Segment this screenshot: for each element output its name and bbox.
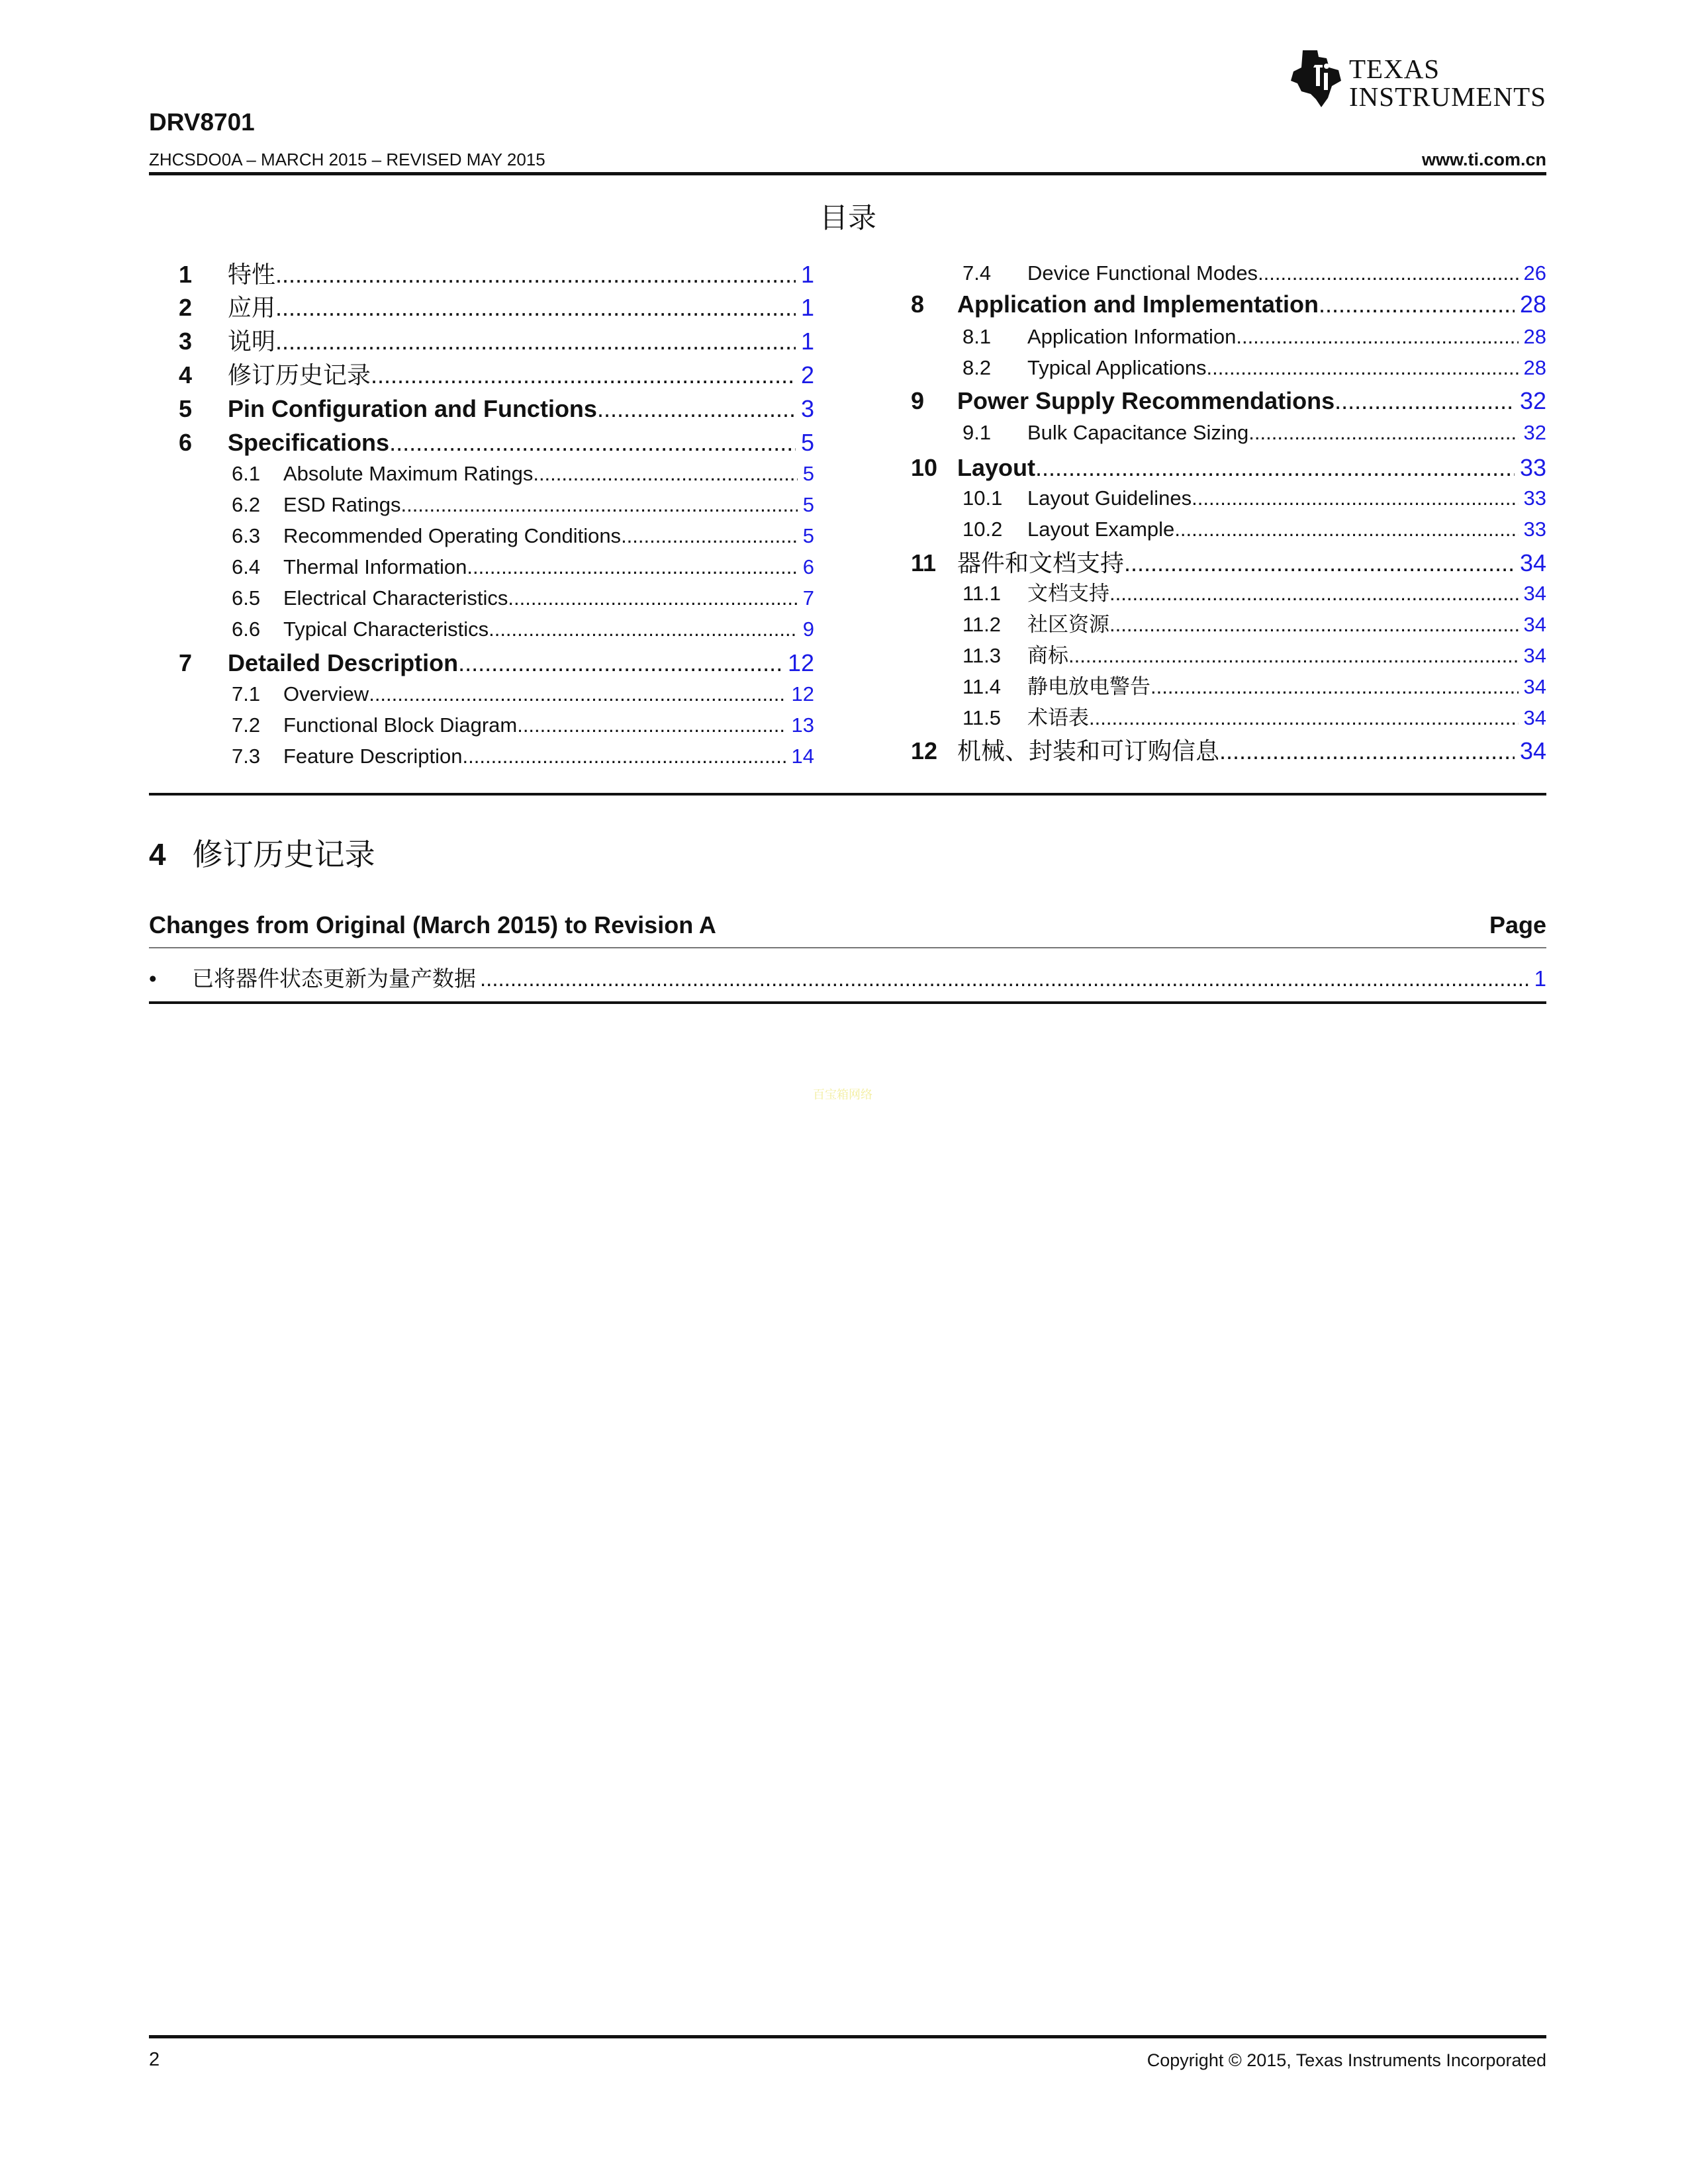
toc-entry[interactable] — [962, 357, 1546, 378]
toc-page-link[interactable]: 34 — [1523, 582, 1546, 605]
leader-dots — [371, 363, 796, 387]
leader-dots — [1035, 456, 1515, 480]
footer-page-number: 2 — [149, 2049, 160, 2070]
leader-dots — [389, 431, 796, 455]
toc-page-link[interactable]: 28 — [1523, 325, 1546, 348]
leader-dots — [533, 463, 797, 484]
toc-entry[interactable] — [232, 525, 814, 546]
toc-entry[interactable] — [962, 422, 1546, 443]
section-heading — [149, 839, 375, 870]
toc-entry[interactable] — [179, 431, 814, 455]
toc-entry-number: 9.1 — [962, 421, 992, 444]
footer-copyright: Copyright © 2015, Texas Instruments Incorporated — [1147, 2050, 1546, 2070]
toc-entry-number: 2 — [179, 294, 193, 321]
toc-entry[interactable] — [962, 614, 1546, 635]
toc-entry-number: 3 — [179, 328, 193, 355]
toc-page-link[interactable]: 32 — [1523, 421, 1546, 444]
leader-dots — [1192, 488, 1518, 508]
leader-dots — [275, 263, 796, 287]
toc-page-link[interactable]: 34 — [1523, 675, 1546, 698]
toc-entry-number: 11 — [911, 549, 937, 576]
leader-dots — [1319, 293, 1515, 316]
toc-entry-label: Layout Example — [1027, 518, 1175, 541]
toc-entry-label: Specifications — [228, 429, 390, 456]
toc-page-link[interactable]: 1 — [800, 294, 814, 321]
toc-entry[interactable] — [232, 494, 814, 515]
toc-entry-label: 说明 — [228, 328, 276, 355]
toc-entry-label: 器件和文档支持 — [957, 550, 1125, 577]
toc-page-link[interactable]: 33 — [1523, 486, 1546, 510]
toc-entry[interactable] — [962, 326, 1546, 347]
leader-dots — [463, 746, 786, 766]
toc-entry-label: Application Information — [1027, 325, 1237, 348]
toc-entry[interactable] — [962, 488, 1546, 508]
toc-entry-number: 7.3 — [232, 745, 261, 768]
toc-entry-label: ESD Ratings — [283, 493, 401, 516]
toc-entry[interactable] — [232, 684, 814, 704]
toc-entry[interactable] — [232, 588, 814, 608]
toc-page-link[interactable]: 33 — [1519, 454, 1546, 481]
logo-line-2: INSTRUMENTS — [1349, 81, 1547, 112]
toc-bottom-rule — [149, 793, 1546, 796]
leader-dots — [1124, 551, 1515, 575]
toc-entry-number: 6.2 — [232, 493, 261, 516]
changes-heading: Changes from Original (March 2015) to Revision A — [149, 911, 716, 938]
toc-entry-label: Functional Block Diagram — [283, 713, 518, 737]
toc-entry-label: 特性 — [228, 261, 276, 289]
changes-header-rule — [149, 947, 1546, 948]
toc-entry-number: 11.5 — [962, 706, 1002, 729]
leader-dots — [476, 968, 1529, 989]
footer-rule — [149, 2035, 1546, 2038]
toc-entry[interactable] — [962, 583, 1546, 604]
toc-entry-label: Power Supply Recommendations — [957, 387, 1335, 414]
toc-entry-label: Recommended Operating Conditions — [283, 524, 622, 547]
header-rule — [149, 172, 1546, 175]
toc-entry-number: 12 — [911, 737, 938, 764]
toc-entry-label: Device Functional Modes — [1027, 261, 1258, 285]
leader-dots — [597, 397, 796, 421]
toc-entry-number: 6 — [179, 429, 193, 456]
toc-page-link[interactable]: 9 — [802, 617, 814, 641]
toc-entry-number: 8.1 — [962, 325, 992, 348]
toc-entry-label: Electrical Characteristics — [283, 586, 508, 610]
toc-page-link[interactable]: 2 — [800, 361, 814, 388]
leader-dots — [1068, 645, 1519, 666]
toc-entry-number: 9 — [911, 387, 925, 414]
toc-entry-label: Absolute Maximum Ratings — [283, 462, 534, 485]
leader-dots — [1089, 707, 1519, 728]
toc-entry[interactable] — [232, 746, 814, 766]
toc-entry-label: 商标 — [1027, 644, 1068, 668]
leader-dots — [275, 296, 796, 320]
toc-entry-label: Layout Guidelines — [1027, 486, 1192, 510]
leader-dots — [1207, 357, 1519, 378]
toc-page-link[interactable]: 5 — [800, 429, 814, 456]
toc-page-link[interactable]: 6 — [802, 555, 814, 578]
changes-page-header: Page — [1489, 911, 1546, 938]
toc-page-link[interactable]: 12 — [787, 649, 814, 676]
toc-entry-number: 8 — [911, 291, 925, 318]
toc-entry[interactable] — [911, 456, 1546, 480]
leader-dots — [1109, 614, 1519, 635]
toc-page-link[interactable]: 5 — [802, 524, 814, 547]
toc-entry-label: Typical Characteristics — [283, 617, 489, 641]
toc-entry-label: 静电放电警告 — [1027, 675, 1150, 699]
changes-bottom-rule — [149, 1001, 1546, 1004]
toc-entry-number: 10.2 — [962, 518, 1003, 541]
toc-page-link[interactable]: 28 — [1523, 356, 1546, 379]
toc-entry-number: 4 — [179, 361, 193, 388]
toc-entry[interactable] — [962, 519, 1546, 539]
leader-dots — [1150, 676, 1519, 697]
bullet: • — [149, 966, 157, 991]
watermark: 百宝箱网络 — [813, 1088, 872, 1101]
ti-logo-icon — [1288, 48, 1344, 109]
toc-entry[interactable] — [962, 263, 1546, 283]
toc-page-link[interactable]: 34 — [1523, 644, 1546, 667]
ti-logo — [1288, 48, 1546, 114]
toc-entry-number: 11.4 — [962, 675, 1002, 698]
toc-entry-label: 机械、封装和可订购信息 — [957, 738, 1220, 765]
toc-entry-label: 修订历史记录 — [228, 362, 371, 389]
toc-entry[interactable] — [179, 363, 814, 388]
toc-entry-label: 文档支持 — [1027, 582, 1109, 606]
leader-dots — [458, 651, 782, 675]
toc-page-link[interactable]: 34 — [1523, 613, 1546, 636]
leader-dots — [489, 619, 798, 639]
leader-dots — [1109, 583, 1519, 604]
toc-page-link[interactable]: 32 — [1519, 387, 1546, 414]
toc-title: 目录 — [820, 202, 876, 235]
change-page-link[interactable]: 1 — [1534, 966, 1546, 991]
toc-entry-number: 1 — [179, 261, 193, 288]
leader-dots — [621, 525, 798, 546]
toc-entry-number: 7.2 — [232, 713, 261, 737]
toc-entry-label: Application and Implementation — [957, 291, 1319, 318]
document-number: ZHCSDO0A – MARCH 2015 – REVISED MAY 2015 — [149, 150, 545, 169]
toc-entry[interactable] — [232, 619, 814, 639]
toc-page-link[interactable]: 34 — [1519, 549, 1546, 576]
leader-dots — [275, 330, 796, 353]
toc-entry-label: 社区资源 — [1027, 613, 1109, 637]
toc-entry-number: 11.3 — [962, 644, 1002, 667]
toc-entry-number: 7.4 — [962, 261, 992, 285]
toc-entry-label: Typical Applications — [1027, 356, 1207, 379]
toc-entry[interactable] — [962, 645, 1546, 666]
leader-dots — [1174, 519, 1518, 539]
toc-entry-label: Overview — [283, 682, 369, 705]
toc-entry-label: 应用 — [228, 295, 276, 322]
toc-page-link[interactable]: 13 — [791, 713, 814, 737]
toc-entry-number: 11.1 — [962, 582, 1002, 605]
document-title: DRV8701 — [149, 109, 255, 136]
toc-entry[interactable] — [179, 651, 814, 675]
leader-dots — [369, 684, 786, 704]
toc-entry[interactable] — [179, 330, 814, 354]
toc-page-link[interactable]: 12 — [791, 682, 814, 705]
toc-entry[interactable] — [911, 739, 1546, 764]
toc-entry-number: 6.3 — [232, 524, 261, 547]
toc-entry-number: 10 — [911, 454, 938, 481]
toc-entry-label: Detailed Description — [228, 649, 459, 676]
toc-entry-label: Pin Configuration and Functions — [228, 395, 597, 422]
toc-entry-label: Layout — [957, 454, 1036, 481]
toc-page-link[interactable]: 5 — [802, 493, 814, 516]
toc-entry-number: 8.2 — [962, 356, 992, 379]
toc-entry-label: Bulk Capacitance Sizing — [1027, 421, 1249, 444]
toc-entry[interactable] — [911, 293, 1546, 316]
toc-page-link[interactable]: 28 — [1519, 291, 1546, 318]
logo-line-1: TEXAS — [1349, 54, 1440, 84]
toc-page-link[interactable]: 34 — [1519, 737, 1546, 764]
toc-entry-label: Feature Description — [283, 745, 463, 768]
leader-dots — [517, 715, 786, 735]
toc-entry[interactable] — [179, 263, 814, 287]
toc-entry-label: 术语表 — [1027, 706, 1089, 730]
toc-entry[interactable] — [911, 551, 1546, 576]
toc-entry[interactable] — [911, 389, 1546, 413]
toc-page-link[interactable]: 5 — [802, 462, 814, 485]
toc-page-link[interactable]: 1 — [800, 261, 814, 288]
toc-page-link[interactable]: 34 — [1523, 706, 1546, 729]
leader-dots — [1258, 263, 1518, 283]
leader-dots — [400, 494, 797, 515]
toc-entry[interactable] — [179, 397, 814, 421]
toc-entry-number: 6.6 — [232, 617, 261, 641]
leader-dots — [1236, 326, 1518, 347]
toc-entry-number: 7.1 — [232, 682, 261, 705]
toc-entry-number: 6.4 — [232, 555, 261, 578]
toc-entry[interactable] — [179, 296, 814, 320]
section-title: 修订历史记录 — [192, 837, 375, 872]
toc-page-link[interactable]: 7 — [802, 586, 814, 610]
toc-entry-label: Thermal Information — [283, 555, 467, 578]
site-link[interactable]: www.ti.com.cn — [1421, 150, 1546, 169]
leader-dots — [1335, 389, 1515, 413]
toc-page-link[interactable]: 1 — [800, 328, 814, 355]
toc-entry[interactable] — [232, 715, 814, 735]
leader-dots — [1219, 739, 1515, 763]
change-item — [149, 968, 1546, 989]
toc-entry[interactable] — [232, 463, 814, 484]
toc-entry[interactable] — [962, 676, 1546, 698]
toc-entry[interactable] — [962, 707, 1546, 729]
section-number: 4 — [149, 837, 166, 872]
leader-dots — [467, 557, 797, 577]
toc-entry-number: 6.1 — [232, 462, 261, 485]
toc-entry-number: 10.1 — [962, 486, 1003, 510]
toc-entry-number: 5 — [179, 395, 193, 422]
toc-entry-number: 6.5 — [232, 586, 261, 610]
leader-dots — [1248, 422, 1518, 443]
toc-page-link[interactable]: 26 — [1523, 261, 1546, 285]
toc-page-link[interactable]: 33 — [1523, 518, 1546, 541]
toc-entry-number: 11.2 — [962, 613, 1002, 636]
toc-entry-number: 7 — [179, 649, 193, 676]
leader-dots — [508, 588, 797, 608]
change-text: 已将器件状态更新为量产数据 — [192, 966, 476, 991]
toc-entry[interactable] — [232, 557, 814, 577]
toc-page-link[interactable]: 14 — [791, 745, 814, 768]
toc-page-link[interactable]: 3 — [800, 395, 814, 422]
